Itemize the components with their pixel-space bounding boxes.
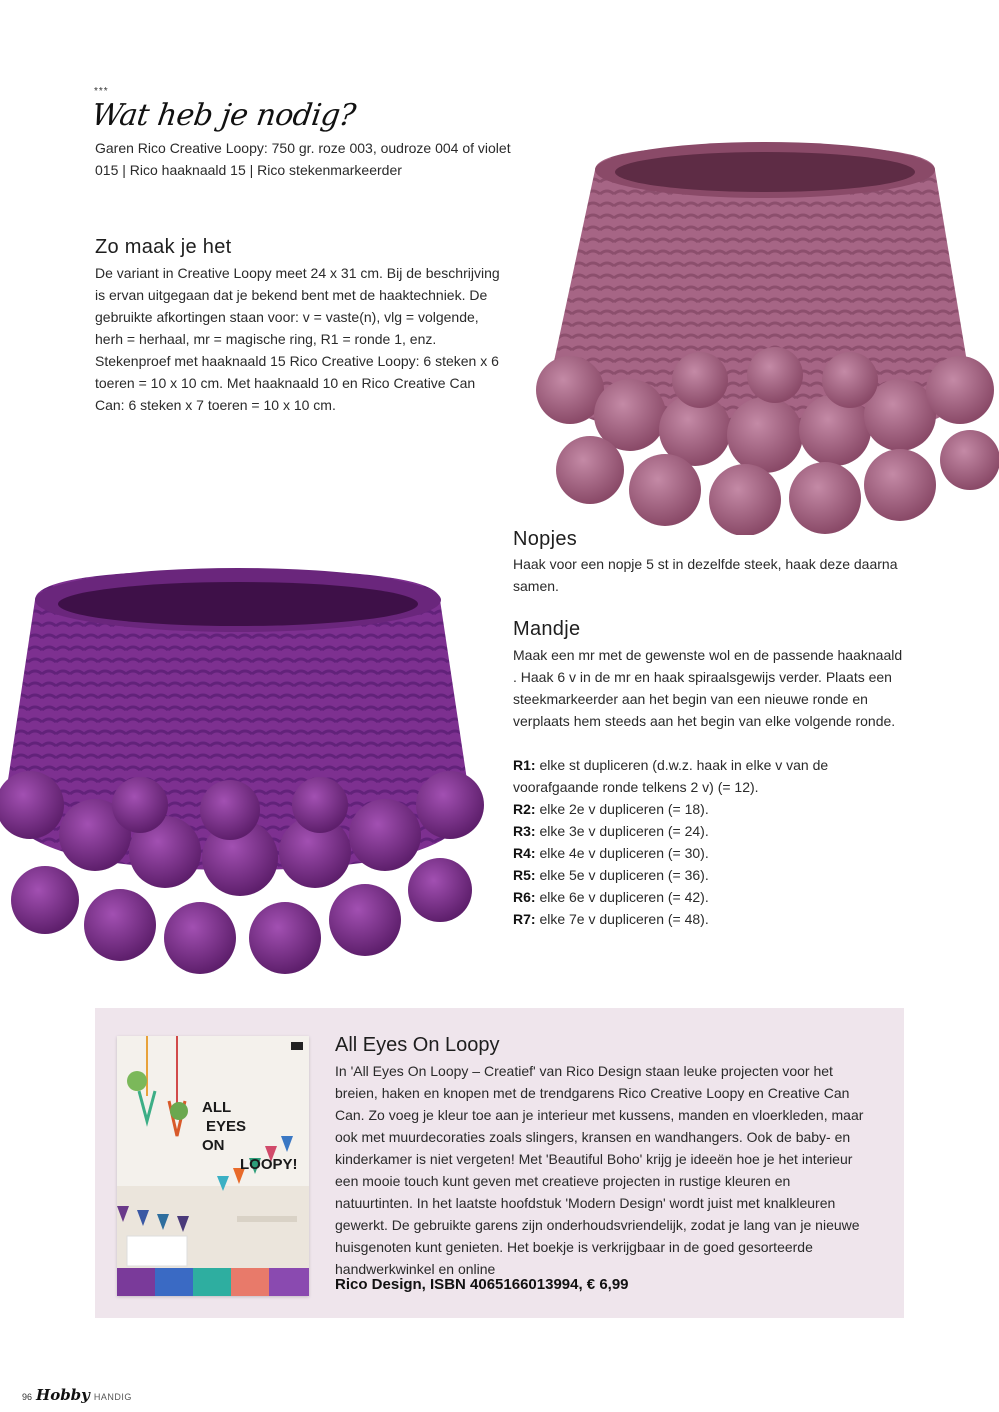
needs-title: Wat heb je nodig?: [89, 98, 358, 133]
mandje-rows: [513, 754, 908, 930]
promo-heading: All Eyes On Loopy: [335, 1034, 500, 1056]
page-footer: [22, 1386, 132, 1404]
book-cover: [117, 1036, 309, 1296]
row-instruction: R7: elke 7e v dupliceren (= 48).: [513, 911, 709, 927]
nopjes-heading: Nopjes: [513, 528, 578, 550]
row-instruction: R1: elke st dupliceren (d.w.z. haak in elke v van de voorafgaande ronde telkens 2 v) (= 12).: [513, 757, 829, 795]
rose-basket-photo: [530, 140, 999, 535]
book-promo-box: [95, 1008, 904, 1318]
nopjes-body: Haak voor een nopje 5 st in dezelfde steek, haak deze daarna samen.: [513, 556, 898, 594]
mandje-body: Maak een mr met de gewenste wol en de passende haaknaald . Haak 6 v in de mr en haak spiraalsgewijs verder. Plaats een steekmarkeerder aan het begin van een nieuwe ronde en verplaats hem steeds aan het begin van elke volgende ronde.: [513, 647, 903, 729]
mandje-heading: Mandje: [513, 618, 581, 640]
materials-text: Garen Rico Creative Loopy: 750 gr. roze 003, oudroze 004 of violet 015 | Rico haaknaald 15 | Rico stekenmarkeerder: [95, 140, 511, 178]
page-number: 96: [22, 1392, 33, 1402]
row-instruction: R3: elke 3e v dupliceren (= 24).: [513, 823, 709, 839]
promo-isbn: Rico Design, ISBN 4065166013994, € 6,99: [335, 1276, 629, 1293]
book-title-line: LOOPY!: [240, 1156, 298, 1173]
row-instruction: R4: elke 4e v dupliceren (= 30).: [513, 845, 709, 861]
difficulty-stars: ***: [94, 86, 109, 97]
promo-body: In 'All Eyes On Loopy – Creatief' van Rico Design staan leuke projecten voor het breien, haken en knopen met de trendgarens Rico Creative Loopy en Creative Can Can. Zo voeg je kleur toe aan je interieur met kussens, manden en vloerkleden, maar ook met muurdecoraties zoals slingers, kransen en wandhangers. Ook de baby- en kinderkamer is niet vergeten! Met 'Beautiful Boho' krijg je ideeën hoe je het interieur een mooie touch kunt geven met creatieve projecten in rustige kleuren en natuurtinten. In het laatste hoofdstuk 'Modern Design' wordt juist met knalkleuren gewerkt. De gebruikte garens zijn onderhoudsvriendelijk, zodat je lang van je nieuwe huisgenoten kunt genieten. Het boekje is verkrijgbaar in de goed gesorteerde handwerkwinkel en online: [335, 1063, 864, 1277]
howto-heading: Zo maak je het: [95, 236, 232, 258]
violet-basket-photo: [0, 560, 492, 975]
book-title-line: EYES: [206, 1118, 247, 1135]
magazine-logo: Hobby: [36, 1386, 90, 1404]
book-title-line: ON: [202, 1137, 225, 1154]
book-title-line: ALL: [202, 1099, 232, 1116]
magazine-logo-sub: HANDIG: [93, 1392, 132, 1402]
row-instruction: R6: elke 6e v dupliceren (= 42).: [513, 889, 709, 905]
row-instruction: R5: elke 5e v dupliceren (= 36).: [513, 867, 709, 883]
howto-body: De variant in Creative Loopy meet 24 x 31 cm. Bij de beschrijving is ervan uitgegaan dat je bekend bent met de haaktechniek. De gebruikte afkortingen staan voor: v = vaste(n), vlg = volgende, herh = herhaal, mr = magische ring, R1 = ronde 1, enz. Stekenproef met haaknaald 15 Rico Creative Loopy: 6 steken x 6 toeren = 10 x 10 cm. Met haaknaald 10 en Rico Creative Can Can: 6 steken x 7 toeren = 10 x 10 cm.: [95, 265, 500, 413]
row-instruction: R2: elke 2e v dupliceren (= 18).: [513, 801, 709, 817]
